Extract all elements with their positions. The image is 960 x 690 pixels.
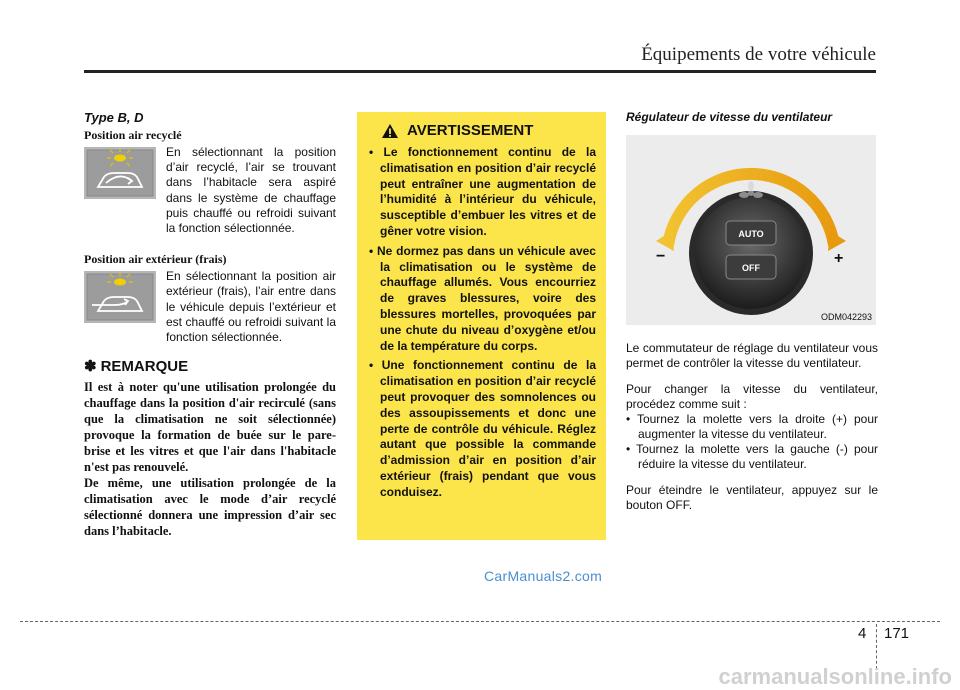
warning-box [357,112,606,540]
watermark-link[interactable]: CarManuals2.com [484,568,603,584]
minus-label: − [656,248,666,265]
warning-item: • Le fonctionnement continu de la climatisation en position d’air recyclé peut entraîner une augmentation de l’humidité à l’intérieur du véhicule, susceptible d’embuer les vitres et de gêner votre vision. [369,145,596,238]
recirc-label: Position air recyclé [84,128,182,142]
left-column [84,110,336,539]
off-label: OFF [742,263,760,273]
right-column [626,110,878,513]
footer-brand-watermark: carmanualsonline.info [718,664,952,689]
footer-dashed-rule [20,621,940,622]
warning-list [369,145,596,501]
page-header-title: Équipements de votre véhicule [641,44,876,65]
fresh-air-button-image [84,271,156,323]
fan-bullet-list [626,412,878,472]
fan-paragraph-1: Le commutateur de réglage du ventilateur vous permet de contrôler la vitesse du ventilateur. [626,341,878,370]
fan-icon [739,181,763,198]
section-heading-type: Type B, D [84,110,144,125]
fresh-label: Position air extérieur (frais) [84,252,227,267]
remark-title: REMARQUE [100,357,189,375]
recirc-text: En sélectionnant la position d’air recyclé, l’air se trouvant dans l’habitacle sera aspiré dans le système de chauffage puis chauffé ou refroidi suivant la fonction sélectionnée. [166,145,336,236]
remark-star-icon: ✽ [84,358,97,376]
remark-text-1: Il est à noter qu'une utilisation prolongée du chauffage dans la position d'air recirculé (sans que la climatisation ne soit sélectionnée) provoque la formation de buée sur le pare-brise et les vitres et que l'air dans l'habitacle n'est pas renouvelé. [84,380,336,475]
figure-code: ODM042293 [820,312,872,322]
fan-paragraph-2: Pour changer la vitesse du ventilateur, procédez comme suit : [626,382,878,411]
header-rule [84,70,876,73]
fan-bullet: • Tournez la molette vers la droite (+) pour augmenter la vitesse du ventilateur. [626,412,878,441]
footer-dashed-divider [876,624,877,669]
warning-item: • Une fonctionnement continu de la climatisation en position d’air recyclé peut provoquer des somnolences ou des assoupissements et donc une perte de contrôle du véhicule. Réglez autant que possible la commande d’admission d’air en position d’air extérieur (frais) pendant que vous conduisez. [369,358,596,499]
plus-label: + [834,250,844,267]
auto-label: AUTO [738,229,764,239]
warning-heading [381,122,596,139]
chapter-number: 4 [858,625,867,642]
fan-speed-heading: Régulateur de vitesse du ventilateur [626,110,833,124]
warning-triangle-icon [381,123,399,139]
fan-paragraph-3: Pour éteindre le ventilateur, appuyez sur le bouton OFF. [626,483,878,512]
remark-text-2: De même, une utilisation prolongée de la climatisation avec le mode d’air recyclé sélectionné donnera une impression d’air sec dans l’habitacle. [84,476,336,539]
warning-title: AVERTISSEMENT [407,122,534,139]
remark-heading [84,357,336,375]
page-number: 171 [884,625,910,642]
fresh-text: En sélectionnant la position air extérieur (frais), l’air entre dans le véhicule depuis l’extérieur et est chauffé ou refroidi suivant la fonction sélectionnée. [166,269,336,345]
recirc-row [84,145,336,236]
fan-knob-illustration [626,135,876,325]
warning-item: • Ne dormez pas dans un véhicule avec la climatisation ou le système de chauffage allumés. Vous encourriez de graves blessures, voire des blessures mortelles, provoquées par une chute du niveau d’oxygène et/ou de la température du corps. [369,243,596,353]
recirc-button-image [84,147,156,199]
fan-knob-figure [626,135,876,325]
fan-bullet: • Tournez la molette vers la gauche (-) pour réduire la vitesse du ventilateur. [626,442,878,471]
fan-knob [695,197,807,309]
fresh-row [84,269,336,345]
